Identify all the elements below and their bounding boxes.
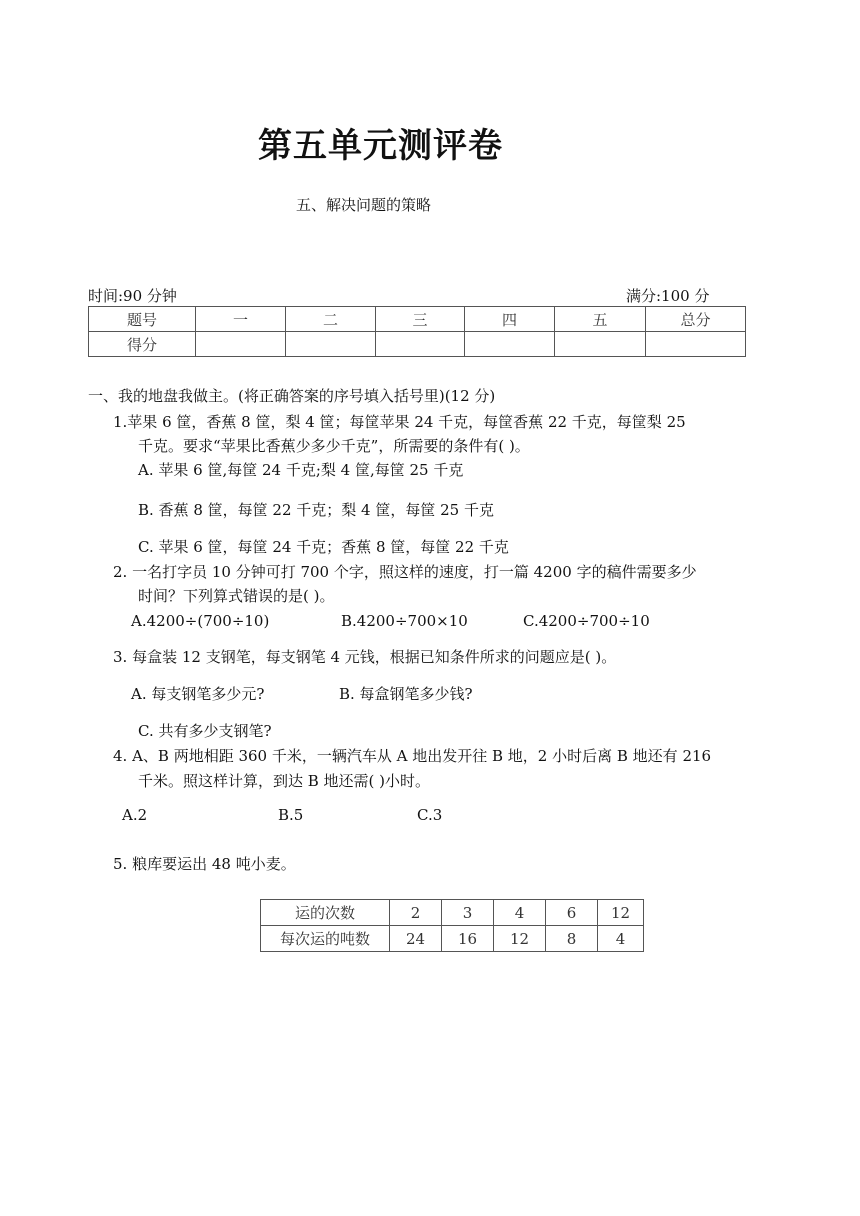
tons-cell: 16 [442,926,494,952]
score-row-label: 得分 [89,332,196,357]
question-4-option-c: C.3 [417,806,443,824]
page-subtitle: 五、解决问题的策略 [296,196,432,214]
question-1-option-a: A. 苹果 6 筐,每筐 24 千克;梨 4 筐,每筐 25 千克 [138,461,464,479]
score-cell[interactable] [376,332,465,357]
question-3-option-b: B. 每盒钢笔多少钱? [339,685,473,703]
trips-row [261,900,644,926]
question-3-line-1: 3. 每盒装 12 支钢笔，每支钢笔 4 元钱，根据已知条件所求的问题应是( )。 [113,648,617,666]
exam-time: 时间:90 分钟 [88,287,177,305]
tons-row [261,926,644,952]
question-4-line-1: 4. A、B 两地相距 360 千米，一辆汽车从 A 地出发开往 B 地，2 小时后离 B 地还有 216 [113,747,712,765]
question-1-option-b: B. 香蕉 8 筐，每筐 22 千克；梨 4 筐，每筐 25 千克 [138,501,494,519]
tons-cell: 12 [494,926,546,952]
trips-cell: 12 [598,900,644,926]
score-cell[interactable] [286,332,376,357]
question-2-option-a: A.4200÷(700÷10) [131,612,270,630]
question-2-option-b: B.4200÷700×10 [341,612,468,630]
question-2-option-c: C.4200÷700÷10 [523,612,650,630]
tons-cell: 8 [546,926,598,952]
transport-table [260,899,644,952]
score-header-cell: 三 [376,307,465,332]
score-cell[interactable] [646,332,746,357]
question-5-line-1: 5. 粮库要运出 48 吨小麦。 [113,855,296,873]
score-cell[interactable] [555,332,646,357]
tons-cell: 24 [390,926,442,952]
score-header-cell: 四 [465,307,555,332]
question-2-line-2: 时间？下列算式错误的是( )。 [138,587,335,605]
score-table-score-row [89,332,746,357]
score-header-cell: 五 [555,307,646,332]
tons-cell: 4 [598,926,644,952]
trips-cell: 4 [494,900,546,926]
question-1-line-1: 1.苹果 6 筐，香蕉 8 筐，梨 4 筐；每筐苹果 24 千克，每筐香蕉 22 千克，每筐梨 25 [113,413,686,431]
question-4-option-a: A.2 [122,806,148,824]
question-2-line-1: 2. 一名打字员 10 分钟可打 700 个字，照这样的速度，打一篇 4200 字的稿件需要多少 [113,563,697,581]
question-3-option-c: C. 共有多少支钢笔? [138,722,272,740]
exam-full-score: 满分:100 分 [626,287,710,305]
score-table [88,306,746,357]
tons-label: 每次运的吨数 [261,926,390,952]
score-header-cell: 二 [286,307,376,332]
score-header-cell: 题号 [89,307,196,332]
page-title: 第五单元测评卷 [258,126,503,166]
question-4-line-2: 千米。照这样计算，到达 B 地还需( )小时。 [138,772,431,790]
question-3-option-a: A. 每支钢笔多少元? [131,685,265,703]
question-1-line-2: 千克。要求“苹果比香蕉少多少千克”，所需要的条件有( )。 [138,437,530,455]
score-cell[interactable] [465,332,555,357]
trips-cell: 2 [390,900,442,926]
score-header-cell: 一 [196,307,286,332]
trips-cell: 3 [442,900,494,926]
question-4-option-b: B.5 [278,806,304,824]
score-cell[interactable] [196,332,286,357]
question-1-option-c: C. 苹果 6 筐，每筐 24 千克；香蕉 8 筐，每筐 22 千克 [138,538,509,556]
trips-label: 运的次数 [261,900,390,926]
section-heading: 一、我的地盘我做主。(将正确答案的序号填入括号里)(12 分) [88,387,496,405]
score-header-cell: 总分 [646,307,746,332]
trips-cell: 6 [546,900,598,926]
score-table-header-row [89,307,746,332]
